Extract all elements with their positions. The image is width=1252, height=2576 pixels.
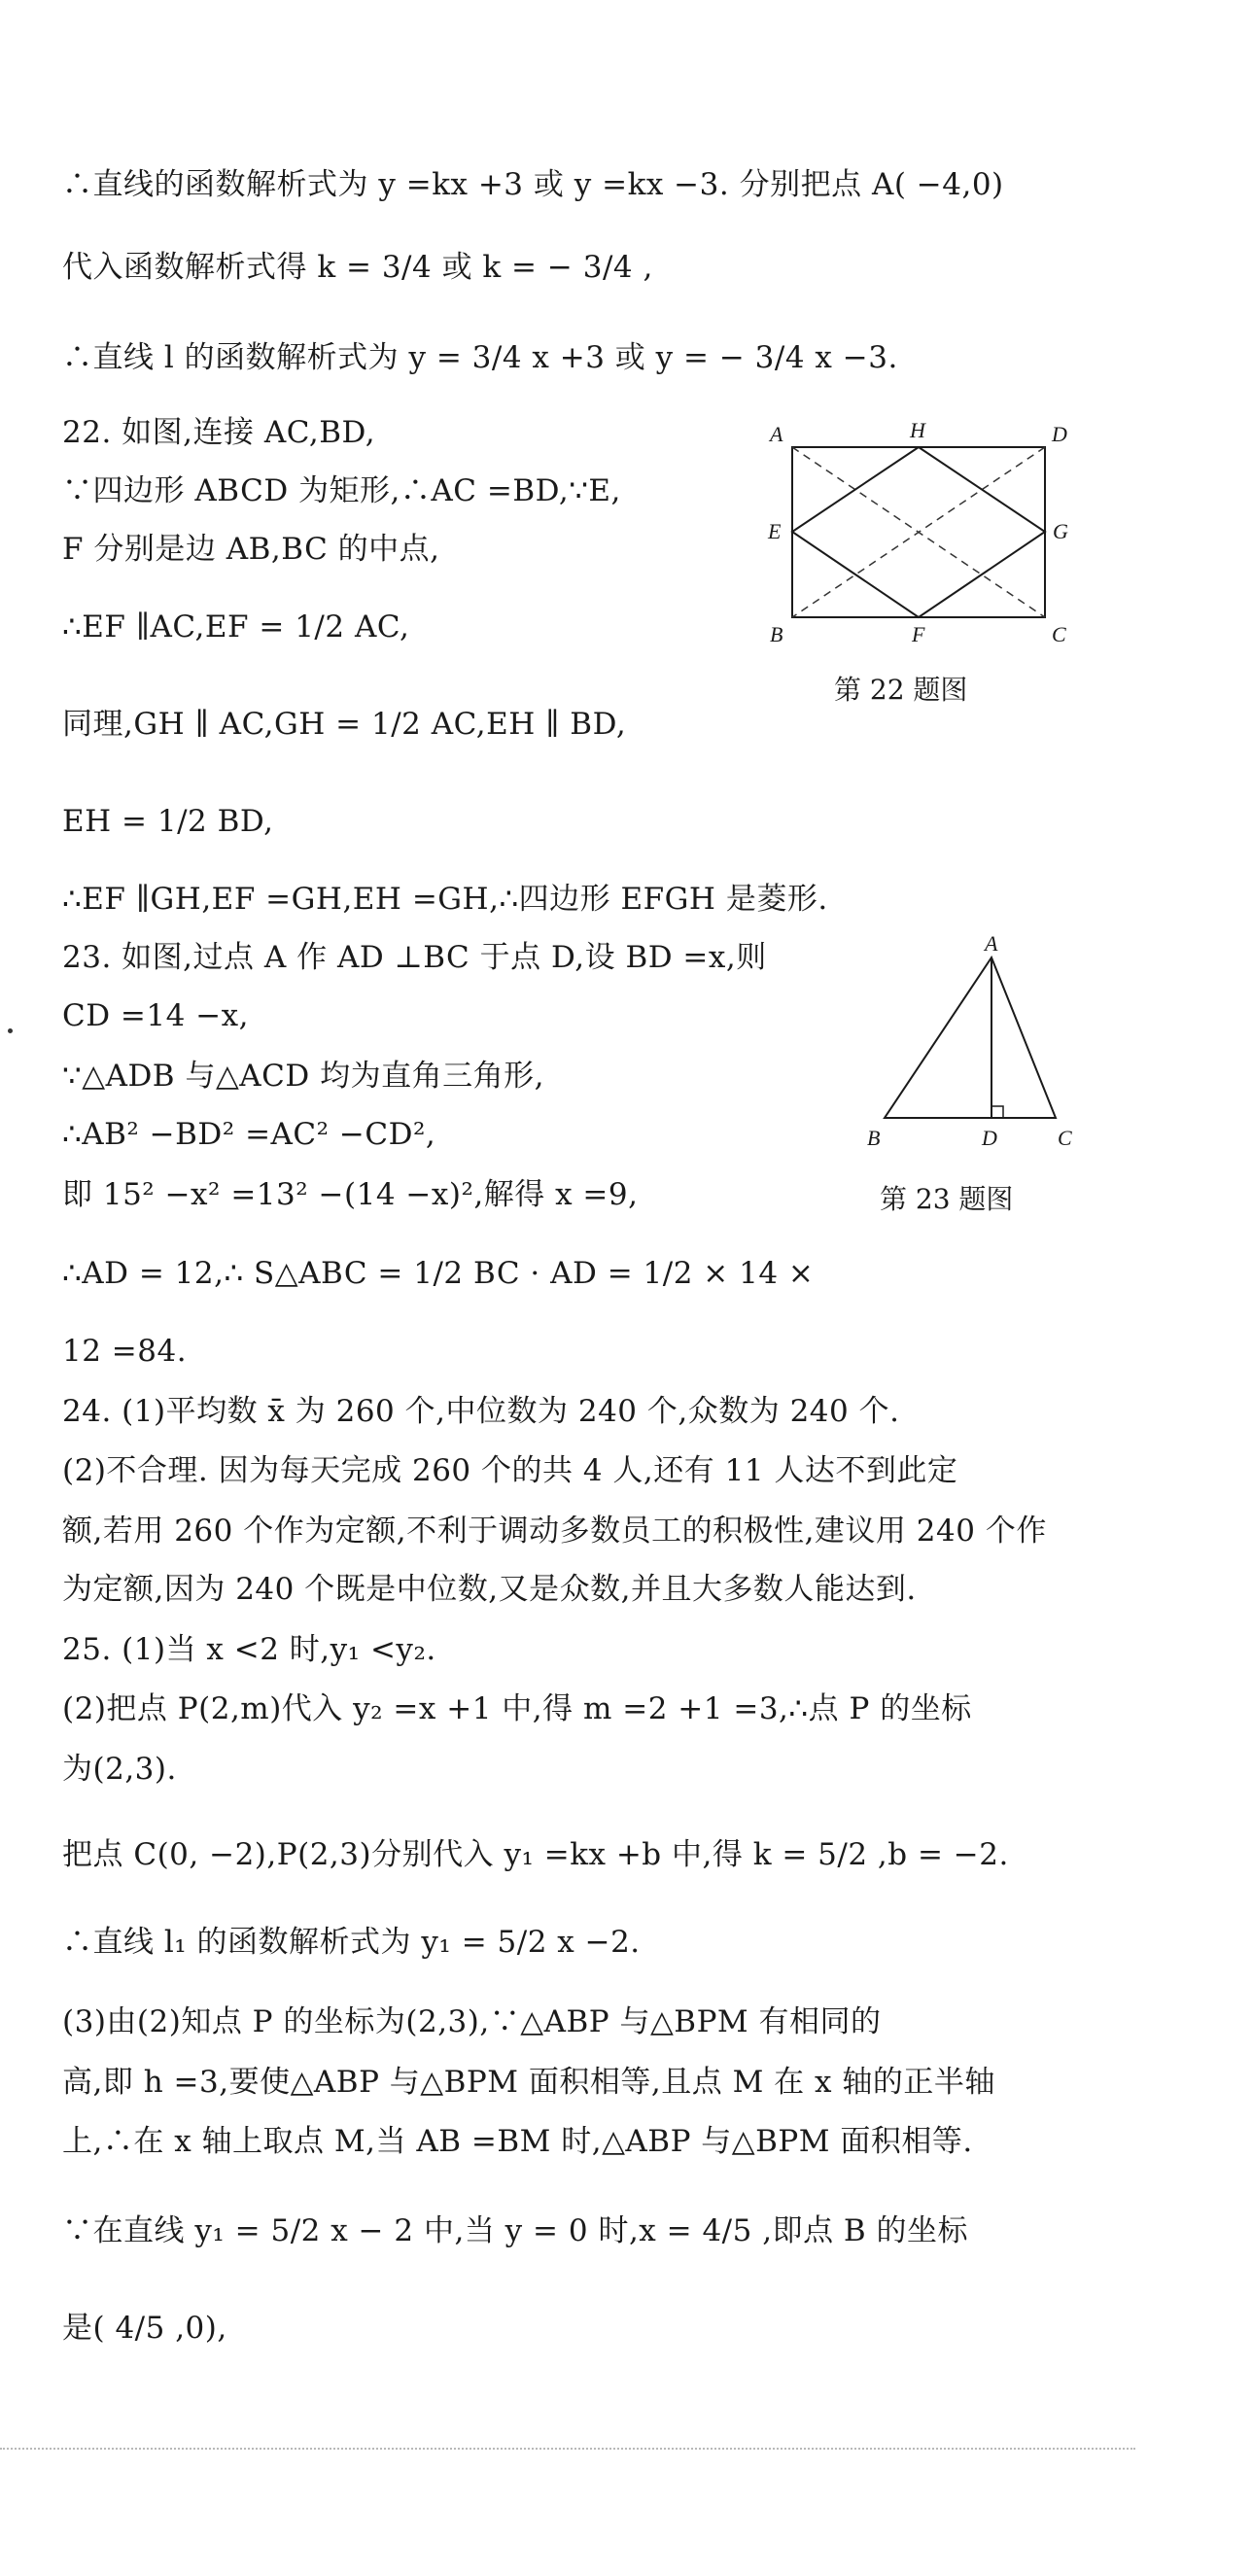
stray-dot-mark (8, 1028, 13, 1033)
label-f: F (912, 622, 925, 646)
text-line-22: 25. (1)当 x <2 时,y₁ <y₂. (62, 1632, 436, 1667)
text-line-24: 为(2,3). (62, 1752, 177, 1787)
text-line-4: 22. 如图,连接 AC,BD, (62, 415, 376, 450)
text-line-17: 12 =84. (62, 1334, 188, 1369)
label-a: A (770, 422, 783, 446)
text-line-29: 上,∴在 x 轴上取点 M,当 AB =BM 时,△ABP 与△BPM 面积相等. (62, 2124, 973, 2159)
text-line-19: (2)不合理. 因为每天完成 260 个的共 4 人,还有 11 人达不到此定 (62, 1453, 958, 1488)
text-line-8: 同理,GH ∥ AC,GH = 1/2 AC,EH ∥ BD, (62, 707, 627, 742)
label-d: D (1052, 422, 1067, 446)
dotted-divider (0, 2448, 1135, 2450)
text-line-25: 把点 C(0, −2),P(2,3)分别代入 y₁ =kx +b 中,得 k = 5/2 ,b = −2. (62, 1837, 1009, 1872)
label-a: A (985, 933, 998, 956)
label-c: C (1052, 622, 1066, 646)
label-c: C (1058, 1126, 1072, 1150)
figure-22-caption: 第 22 题图 (834, 674, 968, 706)
text-line-16: ∴AD = 12,∴ S△ABC = 1/2 BC · AD = 1/2 × 14 × (62, 1256, 815, 1291)
text-line-20: 额,若用 260 个作为定额,不利于调动多数员工的积极性,建议用 240 个作 (62, 1514, 1047, 1549)
text-line-21: 为定额,因为 240 个既是中位数,又是众数,并且大多数人能达到. (62, 1572, 917, 1607)
figure-23-triangle-altitude (855, 933, 1089, 1157)
text-line-27: (3)由(2)知点 P 的坐标为(2,3),∵△ABP 与△BPM 有相同的 (62, 2004, 882, 2039)
text-line-26: ∴直线 l₁ 的函数解析式为 y₁ = 5/2 x −2. (62, 1925, 641, 1960)
label-h: H (910, 418, 925, 442)
text-line-7: ∴EF ∥AC,EF = 1/2 AC, (62, 609, 410, 644)
text-line-18: 24. (1)平均数 x̄ 为 260 个,中位数为 240 个,众数为 240 个. (62, 1394, 900, 1429)
label-d: D (982, 1126, 997, 1150)
triangle-abc (885, 957, 1056, 1118)
figure-23-caption: 第 23 题图 (880, 1183, 1014, 1215)
text-line-2: 代入函数解析式得 k = 3/4 或 k = − 3/4 , (62, 250, 653, 285)
right-angle-mark (991, 1106, 1003, 1118)
label-g: G (1053, 519, 1068, 543)
text-line-12: CD =14 −x, (62, 998, 250, 1033)
text-line-6: F 分别是边 AB,BC 的中点, (62, 532, 440, 567)
label-b: B (770, 622, 783, 646)
text-line-28: 高,即 h =3,要使△ABP 与△BPM 面积相等,且点 M 在 x 轴的正半轴 (62, 2065, 995, 2100)
text-line-31: 是( 4/5 ,0), (62, 2311, 227, 2346)
text-line-5: ∵四边形 ABCD 为矩形,∴AC =BD,∵E, (62, 473, 621, 508)
text-line-23: (2)把点 P(2,m)代入 y₂ =x +1 中,得 m =2 +1 =3,∴点 P 的坐标 (62, 1691, 972, 1726)
text-line-1: ∴直线的函数解析式为 y =kx +3 或 y =kx −3. 分别把点 A( −4,0) (62, 167, 1004, 202)
text-line-3: ∴直线 l 的函数解析式为 y = 3/4 x +3 或 y = − 3/4 x −3. (62, 340, 898, 375)
text-line-14: ∴AB² −BD² =AC² −CD², (62, 1117, 436, 1152)
text-line-15: 即 15² −x² =13² −(14 −x)²,解得 x =9, (62, 1177, 639, 1212)
text-line-30: ∵在直线 y₁ = 5/2 x − 2 中,当 y = 0 时,x = 4/5 ,即点 B 的坐标 (62, 2213, 969, 2248)
label-b: B (867, 1126, 881, 1150)
text-line-9: EH = 1/2 BD, (62, 804, 274, 839)
text-line-10: ∴EF ∥GH,EF =GH,EH =GH,∴四边形 EFGH 是菱形. (62, 882, 828, 917)
text-line-11: 23. 如图,过点 A 作 AD ⊥BC 于点 D,设 BD =x,则 (62, 940, 767, 975)
figure-22-rhombus-in-rectangle (758, 408, 1079, 651)
text-line-13: ∵△ADB 与△ACD 均为直角三角形, (62, 1059, 544, 1094)
label-e: E (768, 519, 782, 543)
